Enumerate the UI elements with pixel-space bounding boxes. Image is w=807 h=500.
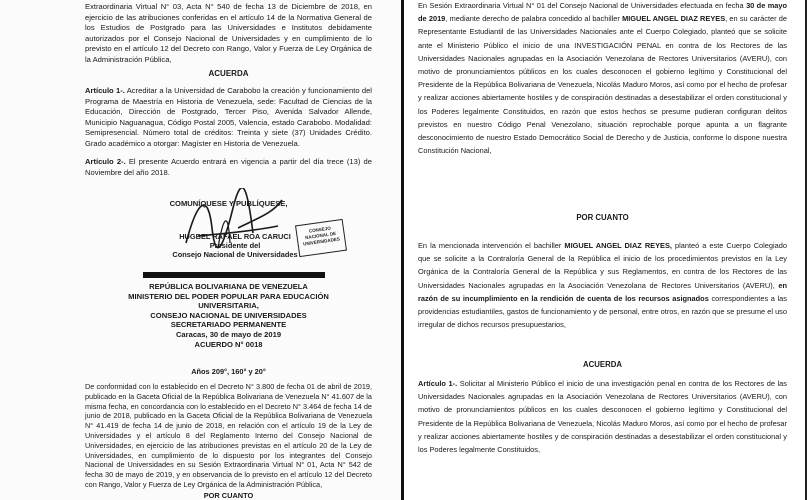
right-paragraph-session [418,0,787,157]
right-p1-part-c: , mediante derecho de palabra concedido al bachiller [445,14,620,24]
header-ministry: MINISTERIO DEL PODER POPULAR PARA EDUCACIÓN [128,291,329,301]
gazette-header [85,282,372,349]
header-council: CONSEJO NACIONAL DE UNIVERSIDADES [150,310,307,320]
header-date: Caracas, 30 de mayo de 2019 [175,329,282,339]
left-paragraph-decree: De conformidad con lo establecido en el Decreto N° 3.800 de fecha 01 de abril de 2019, publicado en la Gaceta Oficial de la República Bolivariana de Venezuela N° 41.607 de la misma fecha, en concordancia con lo establecido en el Decreto N° 3.464 de fecha 14 de junio de 2018, publicado en la Gaceta Oficial de la República Bolivariana de Venezuela N° 41.419 de fecha 14 de junio de 2018, en relación con el artículo 19 de la Ley de Universidades y el artículo 8 del Reglamento Interno del Consejo Nacional de Universidades, en ejercicio de las atribuciones previstas en el artículo 20 de la Ley de Universidades, en cumplimiento de lo dispuesto por los integrantes del Consejo Nacional de Universidades en su Sesión Extraordinaria Virtual N° 01, Acta N° 542 de fecha 30 de mayo de 2019, y en observancia de lo previsto en el artículo 12 del Decreto con Rango, Valor y Fuerza de Ley Orgánica de la Administración Pública, [85,382,372,489]
right-p2-student-name: MIGUEL ANGEL DIAZ REYES, [564,241,672,250]
right-article-1 [418,377,787,456]
left-porcuanto-heading: POR CUANTO [203,491,254,500]
right-p1-part-e: , en su carácter de Representante Estudiantil de las Universidades Nacionales ante el Cuerpo Colegiado, planteó que se solicite ante el Ministerio Público el inicio de una INVESTIGACIÓN PENAL en contra de los Rectores de las Universidades Nacionales agrupadas en la Asociación Venezolana de Rectores Universitarios (AVERU), con motivo de pronunciamientos públicos en los cuales desconocen el gobierno legítimo y Constitucional del Presidente de la República Bolivariana de Venezuela, Nicolás Maduro Moros, así como por el hecho de profesar y realizar acciones abiertamente hostiles y de conspiración destinadas a desestabilizar el orden constitucional y los Poderes legalmente Constituidos, en razón que estos hechos se presume pudieran configuran delitos previstos en nuestro Código Penal Venezolano, situación reprochable porque apunta a un flagrante desconocimiento de nuestro Estado Democrático Social de Derecho y de Justicia, conforme lo dispone nuestra Constitución Nacional, [418,14,788,156]
signer-name: HUGBEL RAFAEL ROA CARUCI [179,232,291,241]
right-article-1-text: Solicitar al Ministerio Público el inicio de una investigación penal en contra de los Rectores de las Universidades Nacionales agrupadas en la Asociación Venezolana de Rectores Universitarios (AVERU), con motivo de pronunciamientos públicos en los cuales desconocen el gobierno legítimo y Constitucional del Presidente de la República Bolivariana de Venezuela, Nicolás Maduro Moros, así como por el hecho de profesar y realizar acciones abiertamente hostiles y de conspiración destinadas a desestabilizar el orden constitucional y los Poderes legalmente Constituidos, [418,379,787,455]
years-line: Años 209°, 160° y 20° [191,367,266,376]
right-p2-bold: en razón de su incumplimiento en la rendición de cuenta de los recursos asignados [418,280,787,303]
right-p2-part-e: correspondientes a las providencias estudiantiles, gastos de funcionamiento y de personal, entre otros, en razón que se presume el uso irregular de dichos recursos presupuestarios, [418,293,787,330]
left-article-2-text: El presente Acuerdo entrará en vigencia a partir del día trece (13) de Noviembre del año 2018. [85,157,372,177]
left-paragraph-intro: Extraordinaria Virtual N° 03, Acta N° 540 de fecha 13 de Diciembre de 2018, en ejercicio de las atribuciones conferidas en el artículo 14 de la Normativa General de los Estudios de Postgrado para las Universidades e Institutos debidamente autorizados por el Consejo Nacional de Universidades y en cumplimiento de lo previsto en el artículo 12 del Decreto con Rango, Valor y Fuerza de Ley Orgánica de la Administración Pública, [85,2,372,64]
right-porcuanto-heading: POR CUANTO [576,213,629,222]
left-acuerda-heading: ACUERDA [208,69,249,78]
header-ministry-2: UNIVERSITARIA, [198,301,259,311]
right-p1-date: 30 de mayo de 2019 [418,1,788,24]
left-article-1-label: Artículo 1-. [85,86,125,95]
right-p1-part-a: En Sesión Extraordinaria Virtual N° 01 del Consejo Nacional de Universidades efectuada en fecha [418,1,744,10]
stamp-text: CONSEJO NACIONAL DE UNIVERSIDADES [302,225,341,247]
right-paragraph-intervention [418,239,787,331]
left-article-1 [85,86,372,150]
signer-title-1: Presidente del [209,241,261,250]
signer-title-2: Consejo Nacional de Universidades [172,250,298,259]
left-article-1-text: Acreditar a la Universidad de Carabobo la creación y funcionamiento del Programa de Maestría en Historia de Venezuela, sede: Facultad de Ciencias de la Educación, Dirección de Postgrado, Tercer Piso, Avenida Salvador Allende, Municipio Naguanagua, Código Postal 2005, Valencia, estado Carabobo. Modalidad: Semipresencial. Número total de créditos: Treinta y siete (37) Unidades Crédito. Grado académico a otorgar: Magíster en Historia de Venezuela. [85,86,372,148]
header-agreement-number: ACUERDO N° 0018 [194,339,263,349]
right-article-1-label: Artículo 1-. [418,379,458,388]
section-separator-bar [143,272,325,278]
left-comuniquese: COMUNÍQUESE Y PUBLÍQUESE, [169,199,288,208]
right-p1-student-name: MIGUEL ANGEL DIAZ REYES [622,14,726,24]
right-acuerda-heading: ACUERDA [583,360,622,369]
right-p2-part-c: planteó a este Cuerpo Colegiado que se solicite a la Contraloría General de la República el inicio de los procedimientos previstos en la Ley Orgánica de la Contraloría General de la República y sus Reglamentos, en contra de los Rectores de las Universidades Nacionales agrupadas en la Asociación Venezolana de Rectores Universitarios (AVERU), [418,241,787,290]
left-article-2-label: Artículo 2-. [85,157,126,166]
left-document-page [0,0,402,500]
header-republic: REPÚBLICA BOLIVARIANA DE VENEZUELA [149,282,308,291]
signer-block [145,232,325,259]
right-p2-part-a: En la mencionada intervención el bachiller [418,241,562,250]
left-article-2 [85,157,372,178]
header-secretariat: SECRETARIADO PERMANENTE [170,320,287,330]
